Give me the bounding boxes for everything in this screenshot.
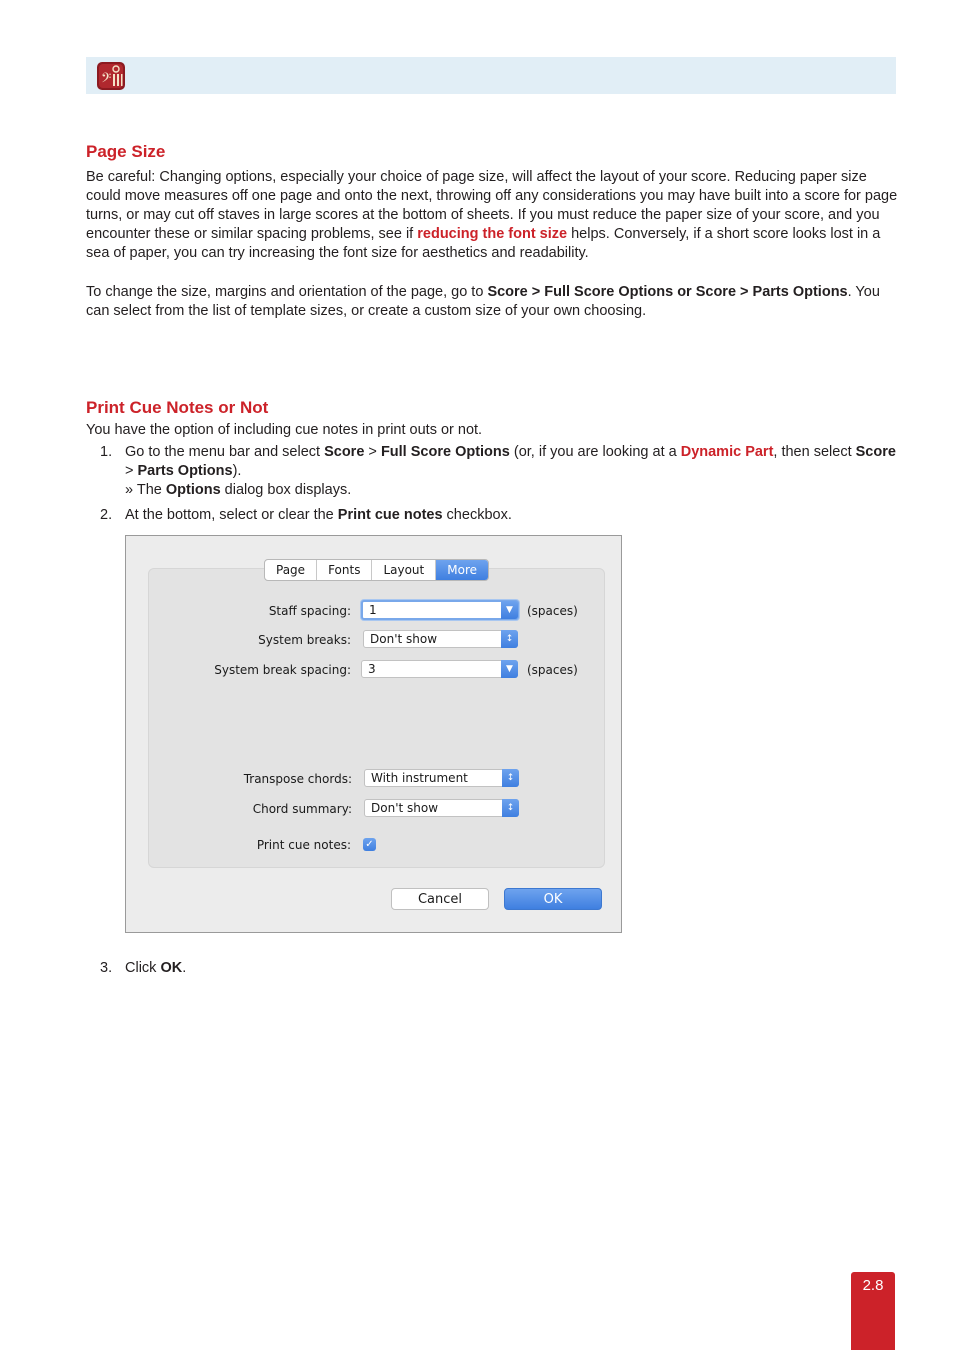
staff-spacing-unit: (spaces) bbox=[527, 604, 578, 618]
tab-page[interactable]: Page bbox=[265, 560, 317, 580]
header-bar bbox=[86, 57, 896, 94]
cancel-button[interactable]: Cancel bbox=[391, 888, 489, 910]
options-dialog bbox=[125, 535, 622, 933]
updown-arrows-icon: ↕ bbox=[502, 769, 519, 787]
transpose-chords-select[interactable]: With instrument ↕ bbox=[364, 769, 519, 787]
svg-text:𝄢: 𝄢 bbox=[101, 70, 112, 89]
chevron-down-icon: ▼ bbox=[501, 601, 518, 619]
chord-summary-select[interactable]: Don't show ↕ bbox=[364, 799, 519, 817]
tab-more[interactable]: More bbox=[436, 560, 488, 580]
cue-notes-heading: Print Cue Notes or Not bbox=[86, 398, 269, 417]
music-app-logo-icon bbox=[96, 61, 126, 91]
system-break-spacing-unit: (spaces) bbox=[527, 663, 578, 677]
cue-notes-intro: You have the option of including cue notes in print outs or not. bbox=[86, 422, 483, 438]
page-size-heading: Page Size bbox=[86, 142, 166, 161]
updown-arrows-icon: ↕ bbox=[501, 630, 518, 648]
tab-bar bbox=[264, 559, 489, 581]
staff-spacing-label: Staff spacing: bbox=[268, 604, 351, 618]
chevron-down-icon: ▼ bbox=[501, 660, 518, 678]
system-breaks-label: System breaks: bbox=[258, 633, 351, 647]
print-cue-notes-checkbox[interactable]: ✓ bbox=[363, 838, 376, 851]
transpose-chords-label: Transpose chords: bbox=[243, 772, 352, 786]
reducing-font-size-link[interactable]: reducing the font size bbox=[417, 226, 568, 242]
system-break-spacing-combo[interactable]: 3 ▼ bbox=[361, 660, 518, 678]
ok-button[interactable]: OK bbox=[504, 888, 602, 910]
system-breaks-select[interactable]: Don't show ↕ bbox=[363, 630, 518, 648]
system-break-spacing-label: System break spacing: bbox=[214, 663, 351, 677]
page-size-paragraph-1: Be careful: Changing options, especially your choice of page size, will affect the layout of your score. Reducing paper size could move measures off one page and onto the next, throwing off any considerations you may have built into a score for page turns, or may cut off staves in large scores at the bottom of sheets. If you must reduce the paper size of your score, and you encounter these or similar spacing problems, see if reducing the font size helps. Conversely, if a short score looks lost in a sea of paper, you can try increasing the font size for aesthetics and readability. bbox=[86, 169, 898, 261]
page-size-paragraph-2: To change the size, margins and orientation of the page, go to Score > Full Score Options or Score > Parts Options. You can select from the list of template sizes, or create a custom size of your own choosing. bbox=[86, 284, 880, 319]
tab-fonts[interactable]: Fonts bbox=[317, 560, 372, 580]
dynamic-part-link[interactable]: Dynamic Part bbox=[680, 444, 774, 460]
staff-spacing-combo[interactable]: 1 ▼ bbox=[361, 600, 519, 620]
print-cue-notes-label: Print cue notes: bbox=[256, 838, 351, 852]
page-number: 2.8 bbox=[851, 1272, 895, 1350]
chord-summary-label: Chord summary: bbox=[252, 802, 352, 816]
tab-layout[interactable]: Layout bbox=[372, 560, 436, 580]
updown-arrows-icon: ↕ bbox=[502, 799, 519, 817]
